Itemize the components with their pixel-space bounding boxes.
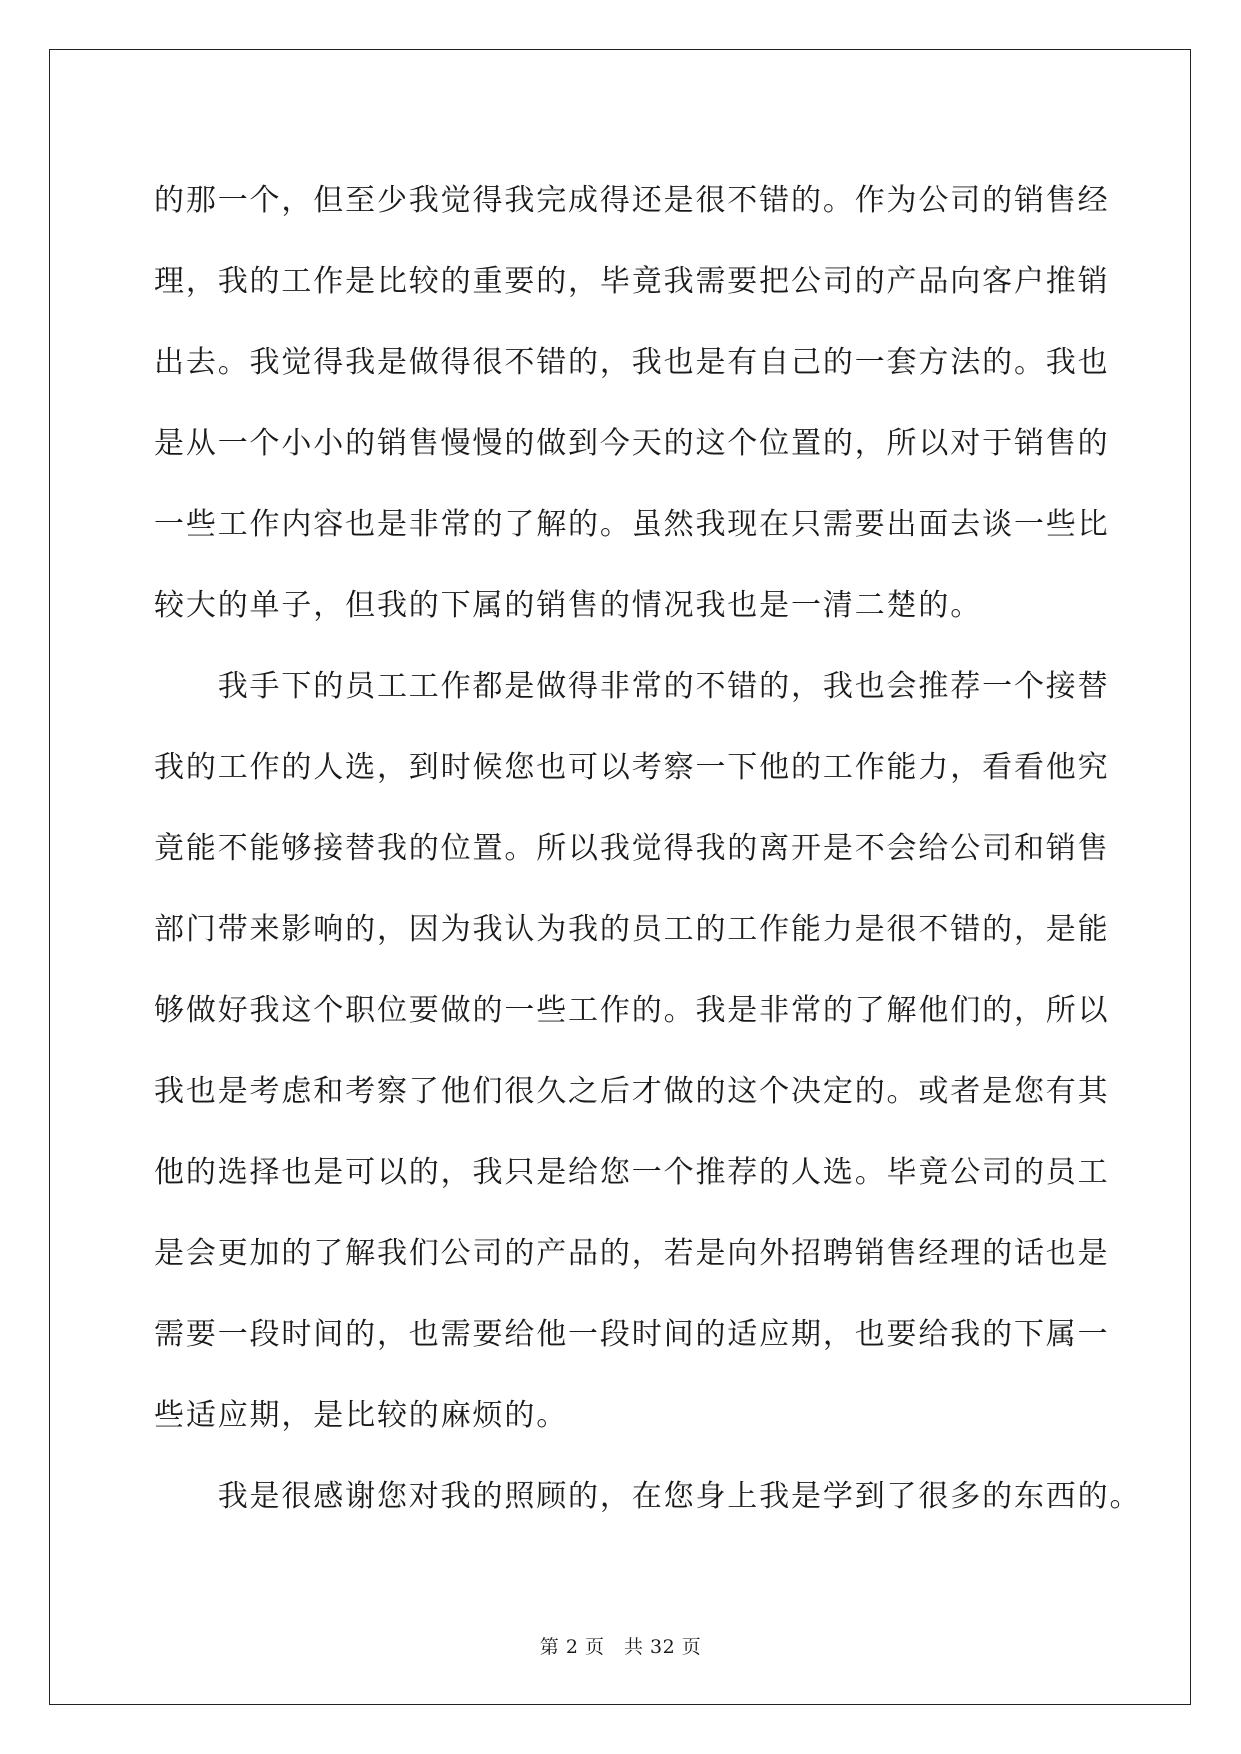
text-line: 是从一个小小的销售慢慢的做到今天的这个位置的，所以对于销售的 bbox=[154, 426, 1110, 461]
text-line: 我也是考虑和考察了他们很久之后才做的这个决定的。或者是您有其 bbox=[154, 1074, 1110, 1109]
text-line: 竟能不能够接替我的位置。所以我觉得我的离开是不会给公司和销售 bbox=[154, 831, 1110, 866]
text-line: 一些工作内容也是非常的了解的。虽然我现在只需要出面去谈一些比 bbox=[154, 507, 1110, 542]
text-line: 他的选择也是可以的，我只是给您一个推荐的人选。毕竟公司的员工 bbox=[154, 1155, 1110, 1190]
text-line: 我的工作的人选，到时候您也可以考察一下他的工作能力，看看他究 bbox=[154, 750, 1110, 785]
text-line: 需要一段时间的，也需要给他一段时间的适应期，也要给我的下属一 bbox=[154, 1317, 1110, 1352]
text-line: 些适应期，是比较的麻烦的。 bbox=[154, 1398, 569, 1433]
text-line: 较大的单子，但我的下属的销售的情况我也是一清二楚的。 bbox=[154, 588, 983, 623]
page-number: 第 2 页 共 32 页 bbox=[539, 1636, 702, 1658]
text-line: 是会更加的了解我们公司的产品的，若是向外招聘销售经理的话也是 bbox=[154, 1236, 1110, 1271]
text-line: 的那一个，但至少我觉得我完成得还是很不错的。作为公司的销售经 bbox=[154, 183, 1110, 218]
document-body bbox=[154, 160, 1142, 1537]
text-line: 理，我的工作是比较的重要的，毕竟我需要把公司的产品向客户推销 bbox=[154, 264, 1110, 299]
text-line: 够做好我这个职位要做的一些工作的。我是非常的了解他们的，所以 bbox=[154, 993, 1110, 1028]
text-line: 我是很感谢您对我的照顾的，在您身上我是学到了很多的东西的。 bbox=[154, 1479, 1142, 1514]
text-line: 部门带来影响的，因为我认为我的员工的工作能力是很不错的，是能 bbox=[154, 912, 1110, 947]
text-line: 我手下的员工工作都是做得非常的不错的，我也会推荐一个接替 bbox=[154, 669, 1110, 704]
text-line: 出去。我觉得我是做得很不错的，我也是有自己的一套方法的。我也 bbox=[154, 345, 1110, 380]
